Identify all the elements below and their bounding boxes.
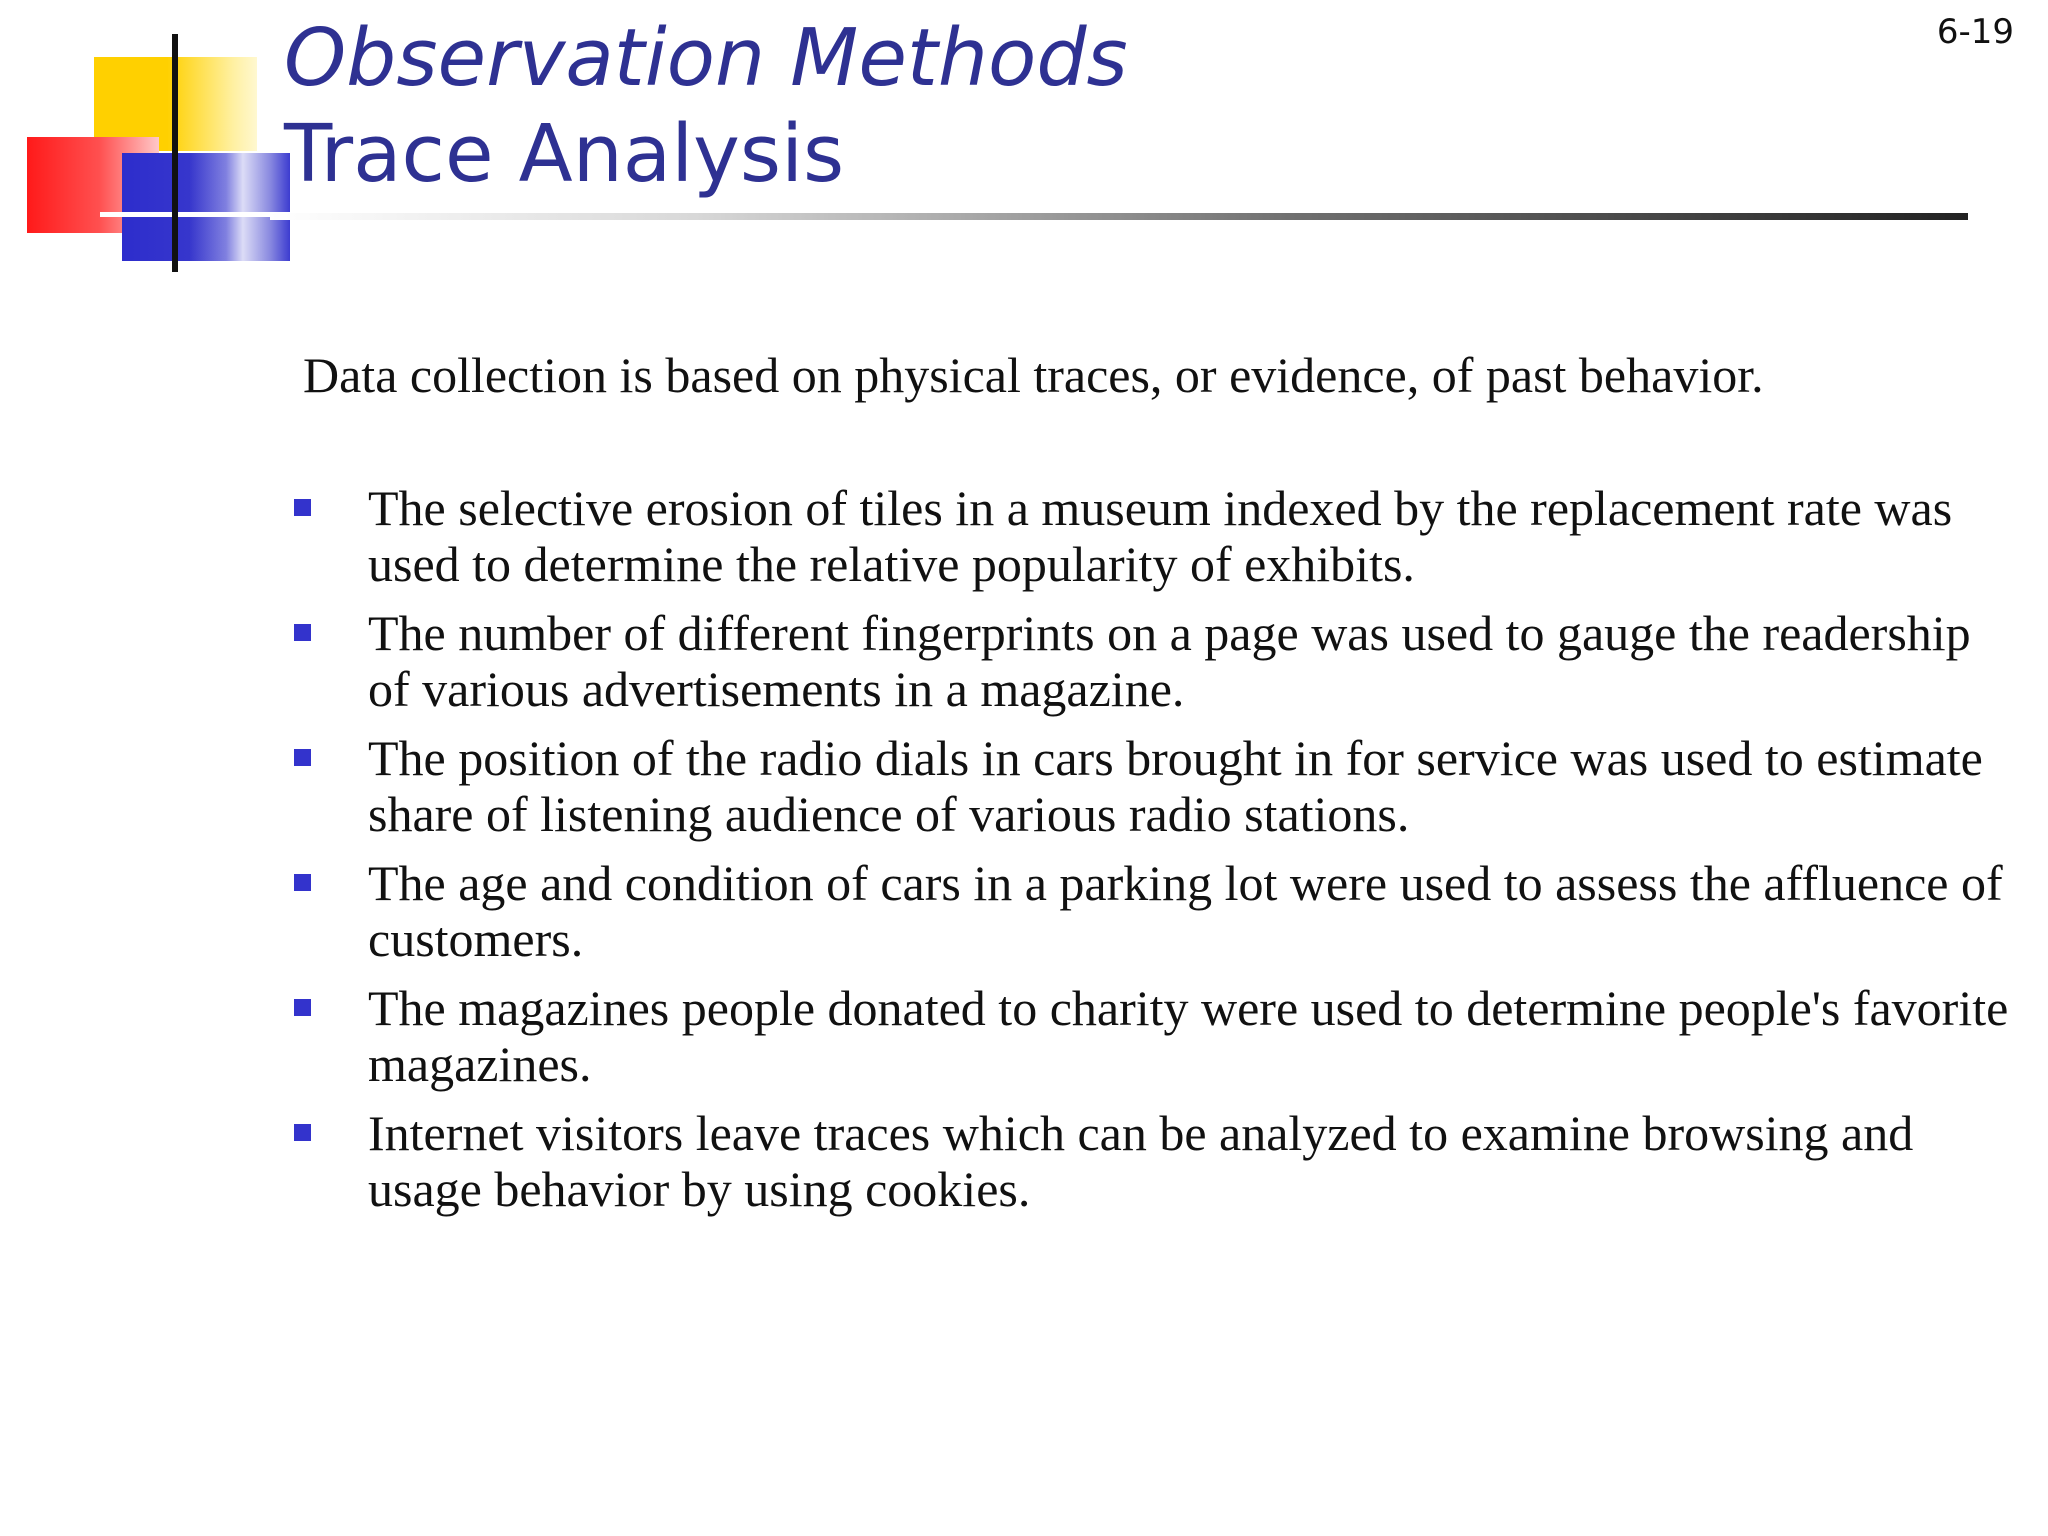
- bullet-list: [290, 480, 2010, 1230]
- square-bullet-icon: [294, 749, 311, 766]
- bullet-item: [290, 855, 2010, 967]
- bullet-item: [290, 730, 2010, 842]
- bullet-text: The position of the radio dials in cars brought in for service was used to estimate share of listening audience of various radio stations.: [368, 730, 1983, 842]
- bullet-text: The selective erosion of tiles in a museum indexed by the replacement rate was used to determine the relative popularity of exhibits.: [368, 480, 1953, 592]
- white-crossbar-decoration: [100, 212, 290, 217]
- square-bullet-icon: [294, 1124, 311, 1141]
- square-bullet-icon: [294, 624, 311, 641]
- bullet-item: [290, 980, 2010, 1092]
- title-underline-rule: [270, 213, 1968, 220]
- bullet-item: [290, 480, 2010, 592]
- square-bullet-icon: [294, 499, 311, 516]
- bullet-text: The number of different fingerprints on a page was used to gauge the readership of various advertisements in a magazine.: [368, 605, 1971, 717]
- bullet-text: Internet visitors leave traces which can be analyzed to examine browsing and usage behavior by using cookies.: [368, 1105, 1914, 1217]
- blue-square-decoration: [122, 153, 290, 261]
- vertical-bar-decoration: [172, 34, 178, 272]
- bullet-text: The age and condition of cars in a parking lot were used to assess the affluence of customers.: [368, 855, 2003, 967]
- square-bullet-icon: [294, 874, 311, 891]
- slide-subtitle: Trace Analysis: [284, 108, 845, 200]
- bullet-item: [290, 1105, 2010, 1217]
- bullet-item: [290, 605, 2010, 717]
- bullet-text: The magazines people donated to charity were used to determine people's favorite magazines.: [368, 980, 2009, 1092]
- square-bullet-icon: [294, 999, 311, 1016]
- slide-number: 6-19: [1936, 12, 2014, 52]
- slide-title: Observation Methods: [284, 12, 1128, 104]
- intro-text: Data collection is based on physical traces, or evidence, of past behavior.: [303, 347, 1764, 403]
